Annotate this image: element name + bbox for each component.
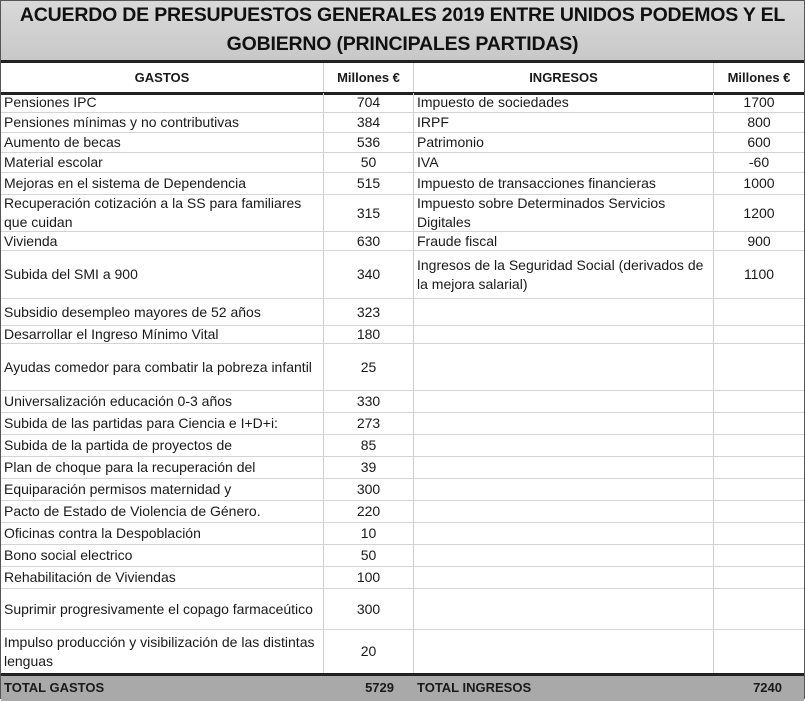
ingresos-value: 900 xyxy=(747,232,771,249)
ingresos-value: 600 xyxy=(747,134,771,150)
gastos-label: Rehabilitación de Viviendas xyxy=(1,567,324,588)
empty-cell xyxy=(714,479,804,500)
empty-cell xyxy=(714,344,804,390)
gastos-value: 10 xyxy=(324,523,414,544)
ingresos-label: Fraude fiscal xyxy=(414,232,714,250)
table-row xyxy=(1,173,804,195)
ingresos-label: IVA xyxy=(414,153,714,172)
total-gastos-label: TOTAL GASTOS xyxy=(4,679,105,695)
empty-cell xyxy=(714,413,804,434)
empty-cell xyxy=(414,344,714,390)
gastos-label: Subida de las partidas para Ciencia e I+D+i: xyxy=(1,413,324,434)
gastos-value: 50 xyxy=(324,153,414,172)
table-row xyxy=(1,630,804,674)
ingresos-value: 800 xyxy=(747,114,771,130)
empty-cell xyxy=(714,501,804,522)
gastos-label: Desarrollar el Ingreso Mínimo Vital xyxy=(1,326,324,343)
gastos-label: Pensiones mínimas y no contributivas xyxy=(1,113,324,132)
empty-cell xyxy=(414,299,714,325)
total-row xyxy=(1,673,804,701)
gastos-value: 300 xyxy=(324,479,414,500)
gastos-value: 323 xyxy=(324,299,414,325)
gastos-label: Mejoras en el sistema de Dependencia xyxy=(1,173,324,194)
table-row xyxy=(1,435,804,457)
gastos-label: Impulso producción y visibilización de las distintas lenguas xyxy=(1,630,324,673)
gastos-value: 384 xyxy=(324,113,414,132)
empty-cell xyxy=(714,391,804,412)
ingresos-value: -60 xyxy=(748,154,770,170)
empty-cell xyxy=(714,589,804,629)
table-row xyxy=(1,501,804,523)
table-row xyxy=(1,344,804,391)
empty-cell xyxy=(414,457,714,478)
empty-cell xyxy=(414,479,714,500)
empty-cell xyxy=(414,326,714,343)
gastos-value: 300 xyxy=(324,589,414,629)
gastos-value: 515 xyxy=(324,173,414,194)
table-row xyxy=(1,479,804,501)
gastos-label: Oficinas contra la Despoblación xyxy=(1,523,324,544)
gastos-value: 25 xyxy=(324,344,414,390)
gastos-value: 340 xyxy=(324,251,414,298)
gastos-value: 330 xyxy=(324,391,414,412)
gastos-label: Vivienda xyxy=(1,232,324,250)
gastos-label: Pacto de Estado de Violencia de Género. xyxy=(1,501,324,522)
gastos-value: 630 xyxy=(324,232,414,250)
header-gastos-unit: Millones € xyxy=(324,63,414,92)
empty-cell xyxy=(714,435,804,456)
table-row xyxy=(1,457,804,479)
gastos-value: 180 xyxy=(324,326,414,343)
gastos-value: 39 xyxy=(324,457,414,478)
table-row xyxy=(1,195,804,232)
table-row xyxy=(1,523,804,545)
gastos-label: Pensiones IPC xyxy=(1,93,324,112)
gastos-value: 315 xyxy=(324,195,414,231)
gastos-label: Subsidio desempleo mayores de 52 años xyxy=(1,299,324,325)
gastos-value: 273 xyxy=(324,413,414,434)
ingresos-label: Impuesto de sociedades xyxy=(414,93,714,112)
table-row xyxy=(1,113,804,133)
gastos-value: 20 xyxy=(324,630,414,673)
gastos-label: Universalización educación 0-3 años xyxy=(1,391,324,412)
gastos-label: Recuperación cotización a la SS para familiares que cuidan xyxy=(1,195,324,231)
gastos-value: 536 xyxy=(324,133,414,152)
empty-cell xyxy=(714,523,804,544)
title-line-2: GOBIERNO (PRINCIPALES PARTIDAS) xyxy=(226,33,579,55)
empty-cell xyxy=(414,523,714,544)
empty-cell xyxy=(414,589,714,629)
gastos-label: Bono social electrico xyxy=(1,545,324,566)
ingresos-label: Impuesto de transacciones financieras xyxy=(414,173,714,194)
gastos-label: Material escolar xyxy=(1,153,324,172)
table-title xyxy=(1,1,804,63)
gastos-label: Aumento de becas xyxy=(1,133,324,152)
ingresos-value: 1000 xyxy=(743,175,775,191)
title-line-1: ACUERDO DE PRESUPUESTOS GENERALES 2019 ENTRE UNIDOS PODEMOS Y EL xyxy=(19,4,786,26)
gastos-label: Subida de la partida de proyectos de xyxy=(1,435,324,456)
total-gastos-value: 5729 xyxy=(365,679,394,695)
table-body xyxy=(1,93,804,674)
table-row xyxy=(1,391,804,413)
gastos-label: Ayudas comedor para combatir la pobreza infantil xyxy=(1,344,324,390)
empty-cell xyxy=(414,567,714,588)
empty-cell xyxy=(714,545,804,566)
gastos-label: Suprimir progresivamente el copago farmaceútico xyxy=(1,589,324,629)
empty-cell xyxy=(414,501,714,522)
table-row xyxy=(1,133,804,153)
table-row xyxy=(1,251,804,299)
ingresos-label: Impuesto sobre Determinados Servicios Digitales xyxy=(414,195,714,231)
empty-cell xyxy=(414,413,714,434)
gastos-value: 100 xyxy=(324,567,414,588)
empty-cell xyxy=(414,545,714,566)
ingresos-label: IRPF xyxy=(414,113,714,132)
empty-cell xyxy=(414,391,714,412)
ingresos-value: 1200 xyxy=(743,204,775,221)
gastos-label: Equiparación permisos maternidad y xyxy=(1,479,324,500)
empty-cell xyxy=(714,567,804,588)
table-row xyxy=(1,326,804,344)
table-row xyxy=(1,589,804,630)
table-row xyxy=(1,153,804,173)
ingresos-label: Patrimonio xyxy=(414,133,714,152)
ingresos-value: 1100 xyxy=(743,266,775,282)
gastos-label: Subida del SMI a 900 xyxy=(1,251,324,298)
table-row xyxy=(1,232,804,251)
gastos-value: 220 xyxy=(324,501,414,522)
empty-cell xyxy=(714,457,804,478)
total-ingresos-value: 7240 xyxy=(753,679,782,695)
header-row xyxy=(1,63,804,95)
header-ingresos-unit: Millones € xyxy=(727,70,791,85)
empty-cell xyxy=(714,326,804,343)
table-row xyxy=(1,545,804,567)
gastos-label: Plan de choque para la recuperación del xyxy=(1,457,324,478)
empty-cell xyxy=(714,299,804,325)
ingresos-label: Ingresos de la Seguridad Social (derivados de la mejora salarial) xyxy=(414,251,714,298)
gastos-value: 85 xyxy=(324,435,414,456)
total-ingresos-label: TOTAL INGRESOS xyxy=(417,679,532,695)
empty-cell xyxy=(414,630,714,673)
table-row xyxy=(1,413,804,435)
ingresos-value: 1700 xyxy=(743,94,775,110)
gastos-value: 50 xyxy=(324,545,414,566)
gastos-value: 704 xyxy=(324,93,414,112)
header-ingresos: INGRESOS xyxy=(414,63,714,92)
empty-cell xyxy=(714,630,804,673)
header-gastos: GASTOS xyxy=(1,63,324,92)
table-row xyxy=(1,93,804,113)
empty-cell xyxy=(414,435,714,456)
table-row xyxy=(1,299,804,326)
table-row xyxy=(1,567,804,589)
